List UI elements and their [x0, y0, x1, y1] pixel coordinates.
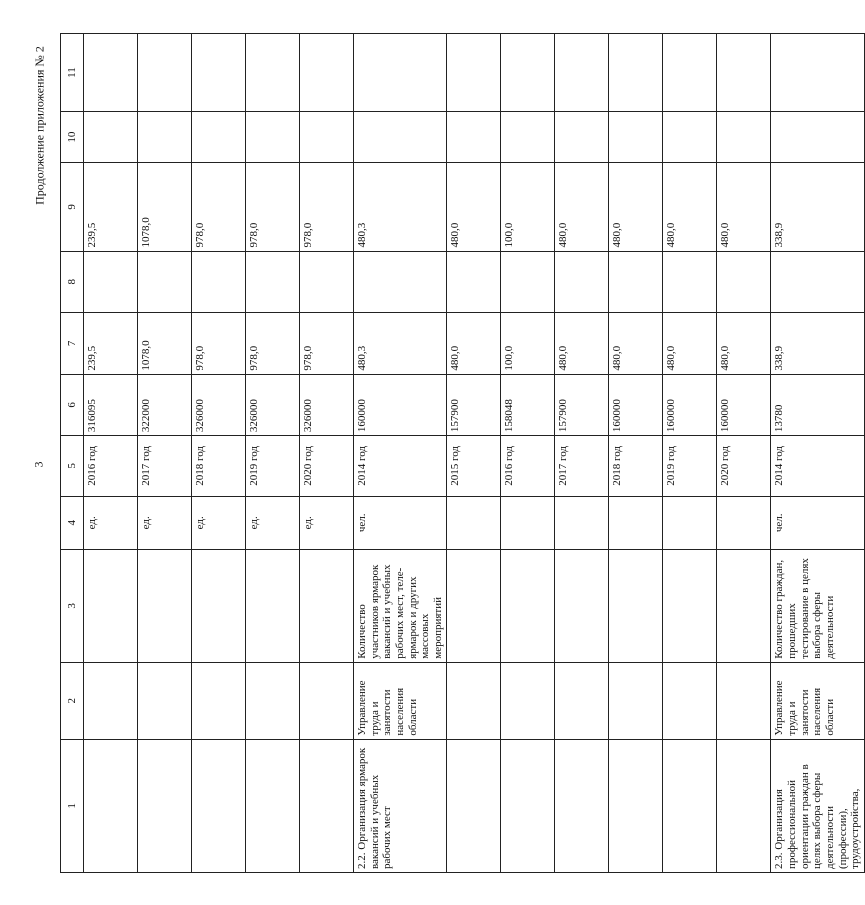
cell-total-funding: 338,9 [771, 313, 864, 375]
cell-measure-name [84, 739, 138, 872]
cell-measure-name [555, 739, 609, 872]
cell-unit: чел. [354, 496, 447, 549]
cell-year: 2019 год [246, 436, 300, 497]
cell-col-10 [663, 112, 717, 163]
cell-col-9: 480,0 [663, 163, 717, 251]
table-row [609, 34, 663, 873]
cell-col-9: 480,0 [609, 163, 663, 251]
cell-indicator [138, 549, 192, 662]
cell-indicator-value: 160000 [663, 374, 717, 436]
cell-total-funding: 480,3 [354, 313, 447, 375]
cell-col-11 [192, 34, 246, 112]
cell-col-8 [138, 251, 192, 313]
cell-col-10 [771, 112, 864, 163]
cell-measure-name: 2.3. Организация профессиональной ориентации граждан в целях выбора сферы деятельности (профессии), трудоустройства, [771, 739, 864, 872]
cell-unit: ед. [300, 496, 354, 549]
cell-indicator-value: 322000 [138, 374, 192, 436]
column-number-6: 6 [61, 374, 84, 436]
cell-unit: чел. [771, 496, 864, 549]
cell-col-9: 239,5 [84, 163, 138, 251]
cell-year: 2018 год [609, 436, 663, 497]
cell-col-9: 480,0 [717, 163, 771, 251]
table-row [192, 34, 246, 873]
cell-indicator [447, 549, 501, 662]
cell-indicator: Количество граждан, прошедших тестирование в целях выбора сферы деятельности [771, 549, 864, 662]
cell-unit [717, 496, 771, 549]
cell-indicator-value: 157900 [555, 374, 609, 436]
cell-total-funding: 480,0 [663, 313, 717, 375]
cell-indicator [717, 549, 771, 662]
cell-indicator [192, 549, 246, 662]
cell-col-9: 480,3 [354, 163, 447, 251]
cell-unit: ед. [246, 496, 300, 549]
cell-total-funding: 480,0 [555, 313, 609, 375]
cell-col-10 [717, 112, 771, 163]
table-row [354, 34, 447, 873]
cell-col-9: 100,0 [501, 163, 555, 251]
cell-measure-name [138, 739, 192, 872]
cell-indicator [300, 549, 354, 662]
page-number: 3 [31, 461, 46, 468]
cell-unit: ед. [84, 496, 138, 549]
cell-unit: ед. [192, 496, 246, 549]
cell-year: 2014 год [354, 436, 447, 497]
cell-indicator-value: 160000 [717, 374, 771, 436]
cell-executor [300, 662, 354, 739]
table-row [300, 34, 354, 873]
cell-indicator [555, 549, 609, 662]
cell-measure-name [609, 739, 663, 872]
table-row [246, 34, 300, 873]
table-row [138, 34, 192, 873]
cell-executor [501, 662, 555, 739]
column-number-8: 8 [61, 251, 84, 313]
cell-col-10 [501, 112, 555, 163]
cell-total-funding: 978,0 [246, 313, 300, 375]
cell-total-funding: 239,5 [84, 313, 138, 375]
cell-year: 2015 год [447, 436, 501, 497]
cell-col-8 [501, 251, 555, 313]
cell-col-8 [555, 251, 609, 313]
column-number-10: 10 [61, 112, 84, 163]
cell-indicator [609, 549, 663, 662]
cell-total-funding: 480,0 [609, 313, 663, 375]
cell-col-10 [84, 112, 138, 163]
cell-col-11 [663, 34, 717, 112]
cell-total-funding: 100,0 [501, 313, 555, 375]
cell-unit [609, 496, 663, 549]
rotated-table-container [60, 33, 862, 873]
column-number-header [61, 34, 84, 873]
cell-col-11 [555, 34, 609, 112]
table-row [447, 34, 501, 873]
cell-col-8 [192, 251, 246, 313]
cell-col-8 [771, 251, 864, 313]
cell-unit [555, 496, 609, 549]
cell-measure-name [501, 739, 555, 872]
cell-year: 2020 год [300, 436, 354, 497]
cell-executor [663, 662, 717, 739]
cell-measure-name [300, 739, 354, 872]
cell-col-10 [300, 112, 354, 163]
cell-col-11 [609, 34, 663, 112]
cell-measure-name: 2.2. Организация ярмарок вакансий и учебных рабочих мест [354, 739, 447, 872]
cell-col-9: 978,0 [300, 163, 354, 251]
cell-col-8 [447, 251, 501, 313]
table-row [501, 34, 555, 873]
table-row [84, 34, 138, 873]
cell-year: 2017 год [138, 436, 192, 497]
cell-unit [663, 496, 717, 549]
cell-col-11 [447, 34, 501, 112]
cell-year: 2018 год [192, 436, 246, 497]
cell-col-9: 480,0 [555, 163, 609, 251]
cell-indicator-value: 13780 [771, 374, 864, 436]
cell-col-8 [717, 251, 771, 313]
column-number-3: 3 [61, 549, 84, 662]
cell-indicator-value: 160000 [354, 374, 447, 436]
cell-total-funding: 978,0 [192, 313, 246, 375]
cell-year: 2016 год [501, 436, 555, 497]
data-table [60, 33, 865, 873]
cell-measure-name [663, 739, 717, 872]
cell-executor: Управление труда и занятости населения области [771, 662, 864, 739]
cell-col-10 [354, 112, 447, 163]
table-row [717, 34, 771, 873]
table-row [555, 34, 609, 873]
table-row [663, 34, 717, 873]
cell-col-8 [246, 251, 300, 313]
column-number-7: 7 [61, 313, 84, 375]
cell-col-11 [771, 34, 864, 112]
table-body [84, 34, 865, 873]
cell-col-10 [555, 112, 609, 163]
cell-total-funding: 480,0 [717, 313, 771, 375]
cell-col-9: 480,0 [447, 163, 501, 251]
cell-col-10 [192, 112, 246, 163]
cell-indicator: Количество участников ярмарок вакансий и учебных рабочих мест, телеярмарок и других массовых мероприятий [354, 549, 447, 662]
column-number-4: 4 [61, 496, 84, 549]
cell-unit: ед. [138, 496, 192, 549]
cell-indicator [501, 549, 555, 662]
cell-col-9: 1078,0 [138, 163, 192, 251]
cell-col-11 [354, 34, 447, 112]
cell-measure-name [192, 739, 246, 872]
column-number-2: 2 [61, 662, 84, 739]
cell-indicator-value: 316095 [84, 374, 138, 436]
column-number-1: 1 [61, 739, 84, 872]
cell-col-11 [717, 34, 771, 112]
table-row [771, 34, 864, 873]
cell-executor [84, 662, 138, 739]
cell-executor [447, 662, 501, 739]
cell-col-8 [663, 251, 717, 313]
cell-col-11 [501, 34, 555, 112]
cell-unit [447, 496, 501, 549]
cell-total-funding: 480,0 [447, 313, 501, 375]
cell-executor [192, 662, 246, 739]
cell-total-funding: 978,0 [300, 313, 354, 375]
cell-unit [501, 496, 555, 549]
cell-col-9: 978,0 [192, 163, 246, 251]
cell-indicator-value: 326000 [300, 374, 354, 436]
cell-executor [138, 662, 192, 739]
cell-col-11 [300, 34, 354, 112]
cell-col-9: 978,0 [246, 163, 300, 251]
cell-year: 2017 год [555, 436, 609, 497]
cell-measure-name [447, 739, 501, 872]
cell-measure-name [717, 739, 771, 872]
cell-col-8 [354, 251, 447, 313]
cell-year: 2020 год [717, 436, 771, 497]
column-number-11: 11 [61, 34, 84, 112]
cell-col-10 [609, 112, 663, 163]
cell-col-11 [138, 34, 192, 112]
cell-executor: Управление труда и занятости населения области [354, 662, 447, 739]
cell-executor [609, 662, 663, 739]
cell-total-funding: 1078,0 [138, 313, 192, 375]
cell-executor [717, 662, 771, 739]
cell-indicator [246, 549, 300, 662]
cell-measure-name [246, 739, 300, 872]
cell-col-8 [609, 251, 663, 313]
column-number-5: 5 [61, 436, 84, 497]
cell-col-10 [447, 112, 501, 163]
cell-indicator-value: 158048 [501, 374, 555, 436]
cell-indicator [663, 549, 717, 662]
column-number-9: 9 [61, 163, 84, 251]
cell-year: 2019 год [663, 436, 717, 497]
cell-col-10 [138, 112, 192, 163]
cell-executor [246, 662, 300, 739]
cell-col-8 [84, 251, 138, 313]
cell-col-10 [246, 112, 300, 163]
cell-col-8 [300, 251, 354, 313]
cell-indicator-value: 326000 [246, 374, 300, 436]
cell-year: 2014 год [771, 436, 864, 497]
cell-col-11 [84, 34, 138, 112]
cell-indicator-value: 157900 [447, 374, 501, 436]
cell-indicator-value: 160000 [609, 374, 663, 436]
cell-col-9: 338,9 [771, 163, 864, 251]
cell-indicator-value: 326000 [192, 374, 246, 436]
cell-indicator [84, 549, 138, 662]
cell-col-11 [246, 34, 300, 112]
cell-year: 2016 год [84, 436, 138, 497]
cell-executor [555, 662, 609, 739]
appendix-title: Продолжение приложения № 2 [32, 46, 47, 205]
